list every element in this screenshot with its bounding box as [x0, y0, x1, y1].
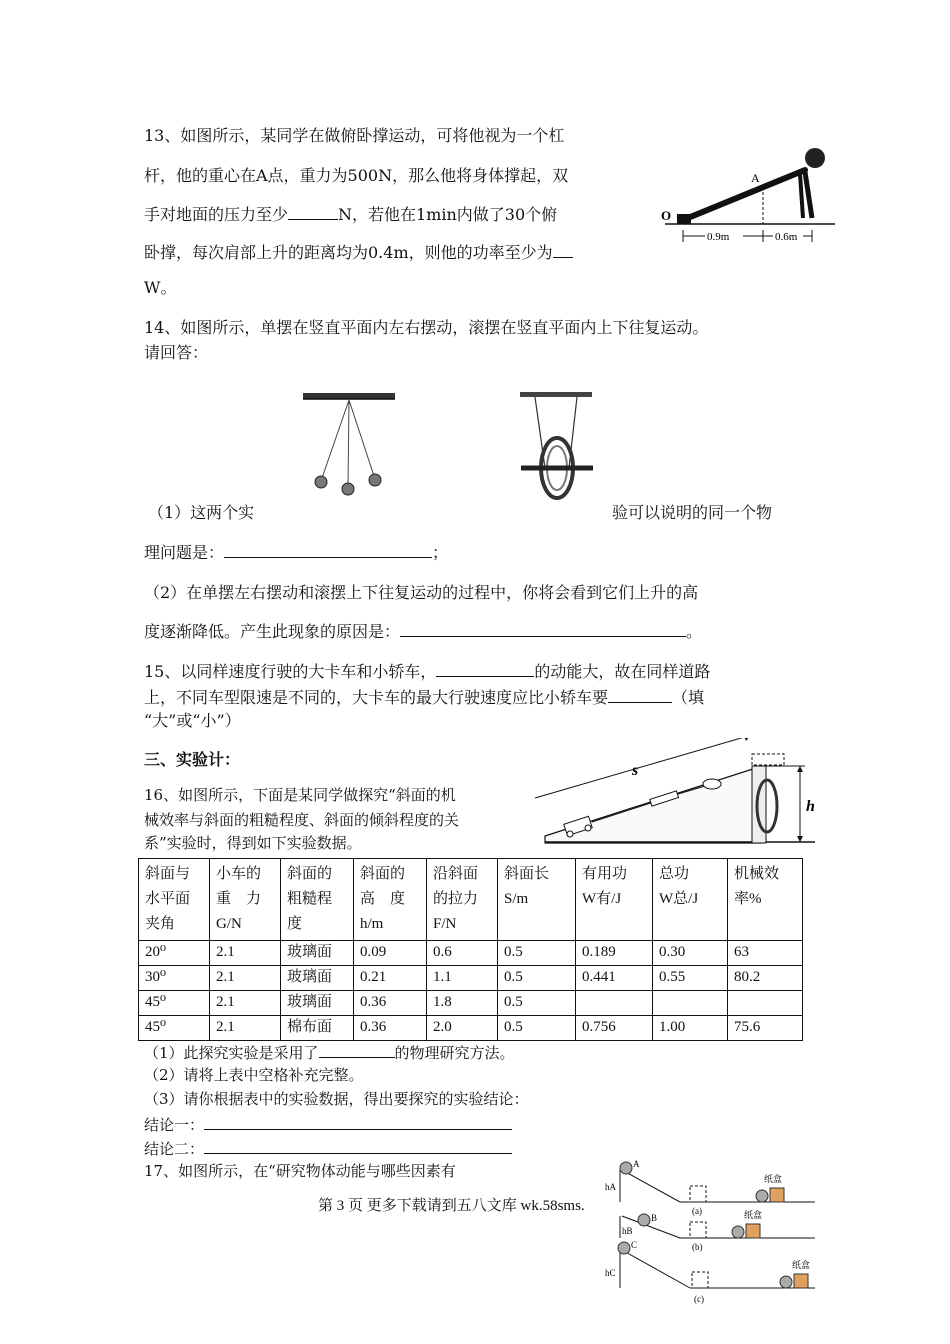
- incline-figure: [530, 738, 820, 850]
- table-row: 45⁰ 2.1 棉布面 0.36 2.0 0.5 0.756 1.00 75.6: [139, 1016, 803, 1041]
- caption-a: (a): [692, 1206, 702, 1216]
- q13-blank-force[interactable]: [288, 205, 338, 220]
- q13-line4: 卧撑，每次肩部上升的距离均为0.4m，则他的功率至少为: [144, 243, 573, 261]
- q15-line3: “大”或“小”）: [144, 711, 241, 730]
- height-b-label: hB: [622, 1226, 633, 1236]
- q16-line2: 械效率与斜面的粗糙程度、斜面的倾斜程度的关: [144, 811, 460, 829]
- q13-line5: W。: [144, 278, 177, 297]
- q13-blank-power[interactable]: [553, 243, 573, 258]
- q13-line2: 杆，他的重心在A点，重力为500N，那么他将身体撑起，双: [144, 166, 569, 185]
- q14-line1: 14、如图所示，单摆在竖直平面内左右摆动，滚摆在竖直平面内上下往复运动。: [144, 318, 709, 337]
- maxwell-wheel-figure: [515, 390, 600, 505]
- q15-blank-1[interactable]: [436, 662, 534, 677]
- conclusion-1-blank[interactable]: [204, 1115, 512, 1130]
- ball-c-label: C: [631, 1240, 638, 1250]
- conclusion-2-blank[interactable]: [204, 1139, 512, 1154]
- q16-line3: 系”实验时，得到如下实验数据。: [144, 834, 362, 852]
- q14-part2-line1: （2）在单摆左右摆动和滚摆上下往复运动的过程中，你将会看到它们上升的高: [144, 583, 699, 602]
- box-label-a: 纸盒: [764, 1174, 783, 1184]
- dim-label-2: 0.6m: [775, 231, 798, 243]
- page-footer: 第 3 页 更多下载请到五八文库 wk.58sms.: [318, 1198, 585, 1214]
- ball-b-label: B: [651, 1213, 658, 1223]
- header-angle: 斜面与 水平面 夹角: [139, 859, 210, 941]
- kinetic-energy-figure: [600, 1158, 820, 1308]
- table-row: 45⁰ 2.1 玻璃面 0.36 1.8 0.5: [139, 991, 803, 1016]
- header-length: 斜面长 S/m: [498, 859, 576, 941]
- table-header-row: [139, 859, 803, 941]
- caption-c: (c): [694, 1294, 704, 1304]
- q16-subq3: （3）请你根据表中的实验数据，得出要探究的实验结论：: [144, 1090, 529, 1108]
- point-a-label: A: [751, 171, 760, 185]
- height-c-label: hC: [605, 1268, 616, 1278]
- q17-line1: 17、如图所示，在“研究物体动能与哪些因素有: [144, 1162, 456, 1180]
- blank-cell-total-work[interactable]: [653, 991, 728, 1016]
- q16-conclusion-1: 结论一：: [144, 1115, 512, 1133]
- q14-line2: 请回答：: [144, 343, 209, 362]
- q16-subq2: （2）请将上表中空格补充完整。: [144, 1066, 364, 1084]
- header-efficiency: 机械效 率%: [728, 859, 803, 941]
- section-3-title: 三、实验计：: [144, 750, 241, 769]
- table-row: 30⁰ 2.1 玻璃面 0.21 1.1 0.5 0.441 0.55 80.2: [139, 966, 803, 991]
- box-label-b: 纸盒: [744, 1210, 763, 1220]
- pushup-figure: [655, 140, 840, 255]
- q16-blank-method[interactable]: [319, 1043, 395, 1058]
- header-total-work: 总功 W总/J: [653, 859, 728, 941]
- q14-part1-b: 验可以说明的同一个物: [612, 503, 773, 522]
- q14-part1-line2: 理问题是： ；: [144, 543, 449, 562]
- q16-line1: 16、如图所示，下面是某同学做探究“斜面的机: [144, 786, 456, 804]
- blank-cell-efficiency[interactable]: [728, 991, 803, 1016]
- q14-part1-a: （1）这两个实: [148, 503, 255, 522]
- header-pull-force: 沿斜面 的拉力 F/N: [427, 859, 498, 941]
- q15-line2: 上，不同车型限速是不同的，大卡车的最大行驶速度应比小轿车要 （填: [144, 688, 705, 707]
- blank-cell-useful-work[interactable]: [576, 991, 653, 1016]
- header-height: 斜面的 高 度 h/m: [354, 859, 427, 941]
- point-o-label: O: [661, 208, 672, 223]
- box-label-c: 纸盒: [792, 1260, 811, 1270]
- q15-blank-2[interactable]: [608, 688, 672, 703]
- header-roughness: 斜面的 粗糙程 度: [281, 859, 354, 941]
- ball-a-label: A: [633, 1159, 640, 1169]
- header-weight: 小车的 重 力 G/N: [210, 859, 281, 941]
- pendulum-figure: [300, 390, 400, 498]
- caption-b: (b): [692, 1242, 703, 1252]
- header-useful-work: 有用功 W有/J: [576, 859, 653, 941]
- experiment-table: [138, 858, 803, 1041]
- q13-line3: 手对地面的压力至少 N，若他在1min内做了30个俯: [144, 205, 558, 224]
- q15-line1: 15、以同样速度行驶的大卡车和小轿车， 的动能大，故在同样道路: [144, 662, 711, 681]
- height-a-label: hA: [605, 1182, 616, 1192]
- q16-conclusion-2: 结论二：: [144, 1139, 512, 1157]
- q16-subq1: （1）此探究实验是采用了 的物理研究方法。: [144, 1044, 515, 1062]
- q14-blank-2[interactable]: [400, 622, 686, 637]
- table-row: 20⁰ 2.1 玻璃面 0.09 0.6 0.5 0.189 0.30 63: [139, 941, 803, 966]
- dim-label-1: 0.9m: [707, 231, 730, 243]
- distance-label: s: [632, 762, 639, 779]
- q14-part2-line2: 度逐渐降低。产生此现象的原因是： 。: [144, 622, 703, 641]
- height-label: h: [806, 798, 815, 815]
- q14-blank-1[interactable]: [224, 543, 432, 558]
- q13-line1: 13、如图所示，某同学在做俯卧撑运动，可将他视为一个杠: [144, 126, 565, 145]
